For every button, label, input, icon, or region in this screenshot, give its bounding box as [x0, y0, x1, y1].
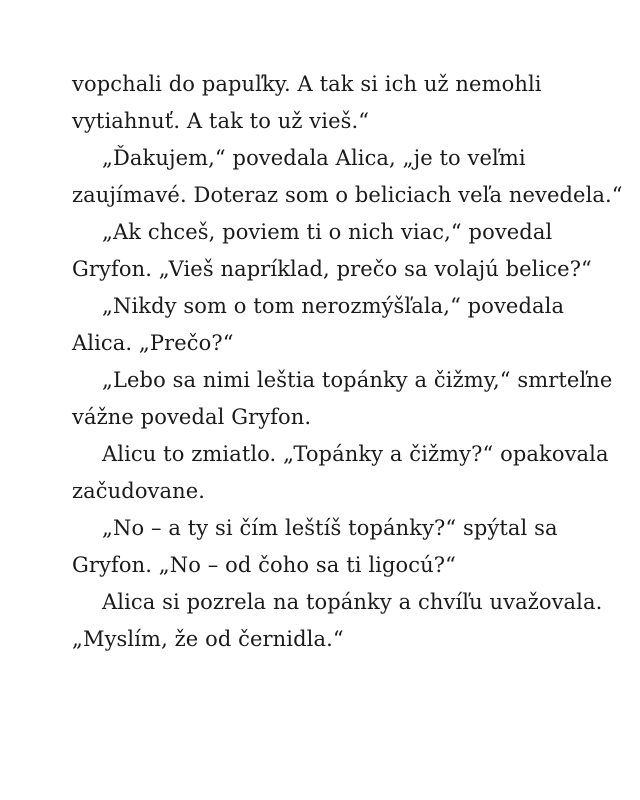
- text-line: Alicu to zmiatlo. „Topánky a čižmy?“ opakovala: [102, 442, 609, 466]
- text-line: „Ďakujem,“ povedala Alica, „je to veľmi: [102, 146, 526, 170]
- text-line: vážne povedal Gryfon.: [72, 405, 312, 429]
- text-line: Gryfon. „Vieš napríklad, prečo sa volajú belice?“: [72, 257, 592, 281]
- text-line: „Nikdy som o tom nerozmýšľala,“ povedala: [102, 294, 565, 318]
- text-line: „Myslím, že od černidla.“: [72, 627, 344, 651]
- text-line: začudovane.: [72, 479, 206, 503]
- text-line: Alica. „Prečo?“: [72, 331, 234, 355]
- body-text: [72, 66, 623, 658]
- text-line: „Lebo sa nimi leštia topánky a čižmy,“ smrteľne: [102, 368, 613, 392]
- text-line: vytiahnuť. A tak to už vieš.“: [72, 109, 370, 133]
- text-line: Alica si pozrela na topánky a chvíľu uvažovala.: [102, 590, 603, 614]
- text-line: Gryfon. „No – od čoho sa ti ligocú?“: [72, 553, 456, 577]
- text-line: „No – a ty si čím leštíš topánky?“ spýtal sa: [102, 516, 558, 540]
- text-line: zaujímavé. Doteraz som o beliciach veľa nevedela.“: [72, 183, 623, 207]
- text-line: „Ak chceš, poviem ti o nich viac,“ povedal: [102, 220, 553, 244]
- text-line: vopchali do papuľky. A tak si ich už nemohli: [72, 72, 542, 96]
